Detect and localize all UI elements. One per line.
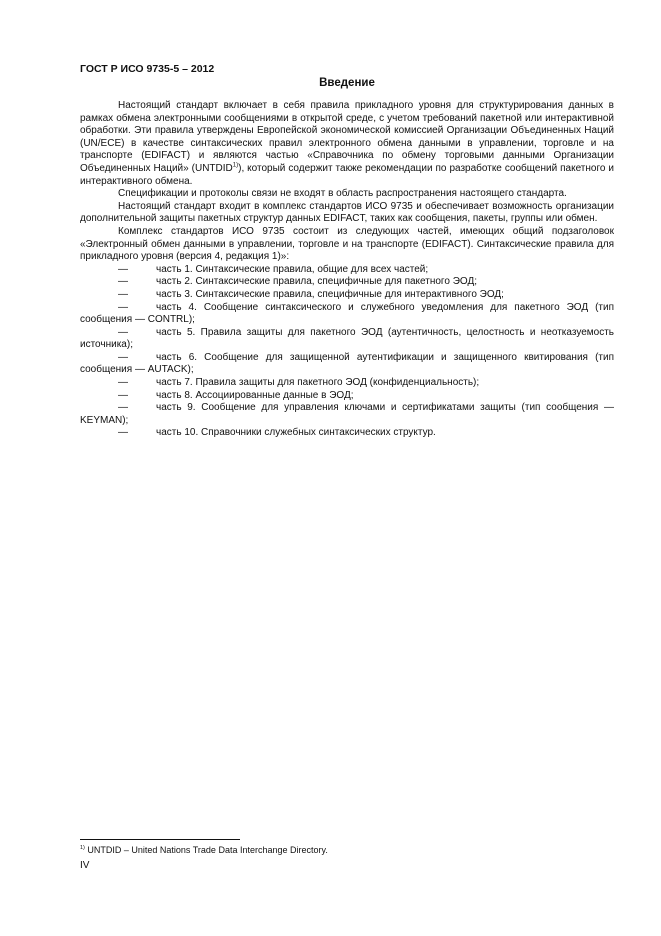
- list-dash: —: [118, 326, 128, 338]
- paragraph-intro-text: Настоящий стандарт включает в себя правила прикладного уровня для структурирования данных в рамках обмена электронными сообщениями в открытой среде, с учетом требований пакетной или интерактивной обработки. Эти правила утверждены Европейской экономической комиссией Организации Объединенных Наций (UN/ECE) в качестве синтаксических правил электронного обмена данными в управлении, торговле и на транспорте (EDIFACT) и являются частью «Справочника по обмену торговыми данными Организации Объединенных Наций» (UNTDID: [80, 100, 614, 174]
- list-dash: —: [118, 402, 128, 414]
- list-item-text: часть 1. Синтаксические правила, общие для всех частей;: [156, 263, 429, 275]
- paragraph-series: Настоящий стандарт входит в комплекс стандартов ИСО 9735 и обеспечивает возможность организации дополнительной защиты пакетных структур данных EDIFACT, таких как сообщения, пакеты, группы или обмен.: [80, 200, 614, 225]
- document-code: ГОСТ Р ИСО 9735-5 – 2012: [80, 63, 215, 75]
- list-item-text: часть 7. Правила защиты для пакетного ЭОД (конфиденциальность);: [156, 377, 480, 389]
- list-dash: —: [118, 427, 128, 439]
- paragraph-intro-tail: ), который содержит также рекомендации по разработке сообщений пакетного и интерактивного обмена.: [80, 162, 614, 187]
- list-item: [80, 352, 614, 377]
- list-item: [80, 289, 614, 302]
- list-item: [80, 264, 614, 277]
- document-body: [80, 100, 614, 440]
- list-item: [80, 302, 614, 327]
- list-item: [80, 276, 614, 289]
- list-dash: —: [118, 389, 128, 401]
- list-item-text: часть 10. Справочники служебных синтаксических структур.: [156, 427, 436, 439]
- list-dash: —: [118, 288, 128, 300]
- list-item-text: часть 3. Синтаксические правила, специфичные для интерактивного ЭОД;: [156, 288, 504, 300]
- list-item: [80, 402, 614, 427]
- list-item: [80, 327, 614, 352]
- list-dash: —: [118, 351, 128, 363]
- list-dash: —: [118, 301, 128, 313]
- paragraph-intro: [80, 100, 614, 188]
- list-item: [80, 377, 614, 390]
- section-title: Введение: [319, 77, 375, 89]
- list-dash: —: [118, 377, 128, 389]
- footnote-divider: [80, 839, 240, 840]
- list-item-text: часть 9. Сообщение для управления ключами и сертификатами защиты (тип сообщения — KEYMAN);: [80, 402, 614, 426]
- footnote-text: UNTDID – United Nations Trade Data Interchange Directory.: [84, 845, 328, 855]
- footnote-ref: 1): [232, 162, 239, 169]
- page-number: IV: [80, 860, 90, 871]
- paragraph-scope: Спецификации и протоколы связи не входят в область распространения настоящего стандарта.: [118, 188, 567, 200]
- list-item: [80, 390, 614, 403]
- list-item-text: часть 5. Правила защиты для пакетного ЭОД (аутентичность, целостность и неотказуемость источника);: [80, 326, 614, 351]
- list-item-text: часть 2. Синтаксические правила, специфичные для пакетного ЭОД;: [156, 276, 478, 288]
- list-dash: —: [118, 276, 128, 288]
- list-item-text: часть 4. Сообщение синтаксического и служебного уведомления для пакетного ЭОД (тип сообщения — CONTRL);: [80, 301, 614, 326]
- footnote: [80, 845, 328, 855]
- footnote-marker: 1): [80, 845, 85, 851]
- list-item-text: часть 6. Сообщение для защищенной аутентификации и защищенного квитирования (тип сообщения — AUTACK);: [80, 351, 614, 376]
- list-item: [80, 427, 614, 440]
- list-dash: —: [118, 263, 128, 275]
- paragraph-parts: Комплекс стандартов ИСО 9735 состоит из следующих частей, имеющих общий подзаголовок «Электронный обмен данными в управлении, торговле и на транспорте (EDIFACT). Синтаксические правила для прикладного уровня (версия 4, редакция 1)»:: [80, 225, 614, 263]
- list-item-text: часть 8. Ассоциированные данные в ЭОД;: [156, 389, 354, 401]
